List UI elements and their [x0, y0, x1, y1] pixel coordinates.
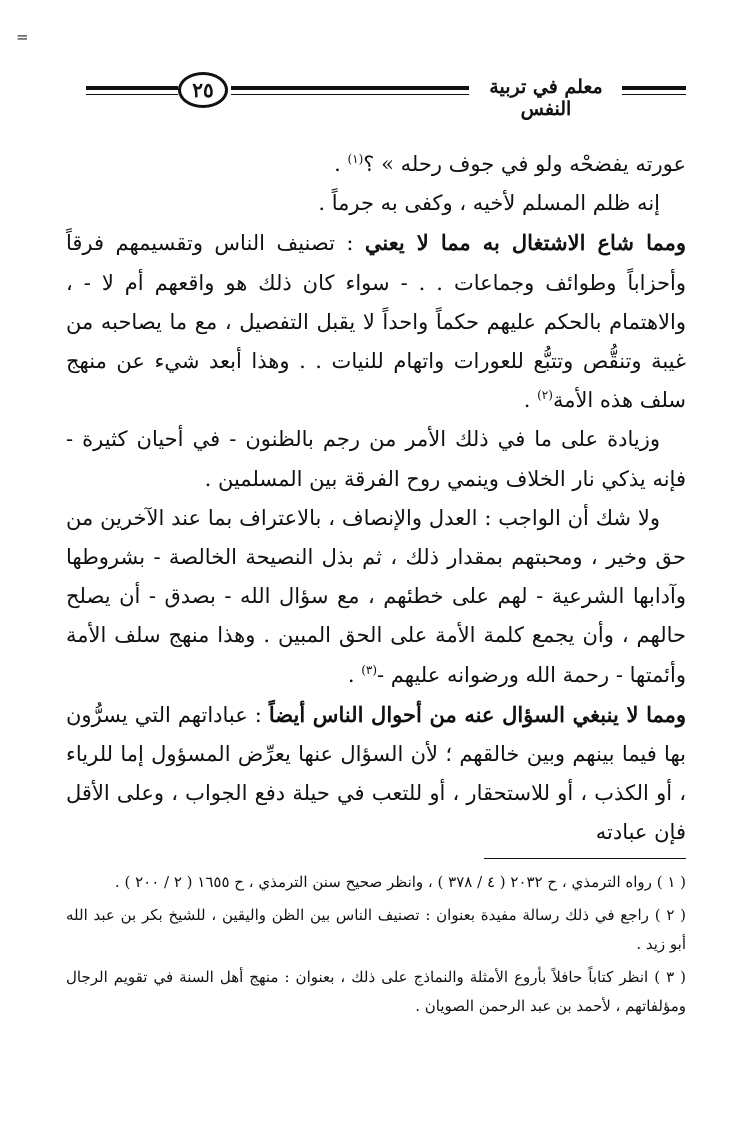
footnote-ref: (٣) [361, 662, 378, 677]
page-header [86, 70, 686, 120]
header-rule [231, 86, 469, 90]
paragraph [66, 695, 686, 853]
paragraph-end: . [523, 388, 538, 413]
paragraph [66, 420, 686, 498]
footnotes [66, 868, 686, 1021]
paragraph-text: : عباداتهم التي يسرُّون بها فيما بينهم وبين خالقهم ؛ لأن السؤال عنها يعرِّض المسؤول إما للرياء ، أو الكذب ، أو للاستحقار ، أو للتعب في حيلة دفع الجواب ، وعلى الأقل فإن عبادته [66, 702, 686, 845]
paragraph-text: ولا شك أن الواجب : العدل والإنصاف ، بالاعتراف بما عند الآخرين من حق وخير ، ومحبتهم بمقدار ذلك ، ثم بذل النصيحة الخالصة - بشروطها وآدابها الشرعية - لهم على خطئهم ، مع سؤال الله - بصدق - أن يصلح حالهم ، وأن يجمع كلمة الأمة على الحق المبين . وهذا منهج سلف الأمة وأئمتها - رحمة الله ورضوانه عليهم - [66, 505, 686, 687]
header-rule [86, 86, 178, 90]
paragraph-text: إنه ظلم المسلم لأخيه ، وكفى به جرماً . [318, 191, 660, 216]
header-rule [86, 94, 178, 95]
footnote: ( ٣ ) انظر كتاباً حافلاً بأروع الأمثلة والنماذج على ذلك ، بعنوان : منهج أهل السنة في تقويم الرجال ومؤلفاتهم ، لأحمد بن عبد الرحمن الصويان . [66, 968, 686, 1015]
paragraph [66, 145, 686, 184]
main-text [66, 145, 686, 853]
paragraph-end: . [347, 662, 362, 687]
paragraph-end: . [334, 152, 348, 176]
paragraph-text: عورته يفضحْه ولو في جوف رحله » ؟ [363, 152, 686, 176]
bold-lead: ومما شاع الاشتغال به مما لا يعني [364, 230, 687, 256]
corner-mark: = [16, 28, 29, 46]
paragraph-text: : تصنيف الناس وتقسيمهم فرقاً وأحزاباً وطوائف وجماعات . . - سواء كان ذلك هو واقعهم أم لا - ، والاهتمام بالحكم عليهم حكماً واحداً لا يقبل التفصيل ، مع ما يصاحبه من غيبة وتنقُّص وتتبُّع للعورات واتهام للنيات . . وهذا أبعد شيء عن منهج سلف هذه الأمة [66, 231, 686, 413]
page-number: ٢٥ [178, 72, 228, 108]
footnote: ( ١ ) رواه الترمذي ، ح ٢٠٣٢ ( ٤ / ٣٧٨ ) ، وانظر صحيح سنن الترمذي ، ح ١٦٥٥ ( ٢ / ٢٠٠ ) . [114, 873, 686, 891]
bold-lead: ومما لا ينبغي السؤال عنه من أحوال الناس أيضاً [268, 701, 687, 727]
paragraph [66, 223, 686, 420]
footnote-ref: (١) [347, 152, 364, 166]
footnote-separator [484, 858, 686, 859]
paragraph [66, 499, 686, 695]
header-rule [622, 94, 686, 95]
header-rule [231, 94, 469, 95]
paragraph-text: وزيادة على ما في ذلك الأمر من رجم بالظنون - في أحيان كثيرة - فإنه يذكي نار الخلاف وينمي روح الفرقة بين المسلمين . [66, 427, 686, 491]
header-rule [622, 86, 686, 90]
footnote: ( ٢ ) راجع في ذلك رسالة مفيدة بعنوان : تصنيف الناس بين الظن واليقين ، للشيخ بكر بن عبد الله أبو زيد . [66, 906, 686, 953]
footnote-ref: (٢) [537, 388, 553, 403]
running-title: معلم في تربية النفس [489, 76, 603, 120]
paragraph [66, 184, 686, 223]
